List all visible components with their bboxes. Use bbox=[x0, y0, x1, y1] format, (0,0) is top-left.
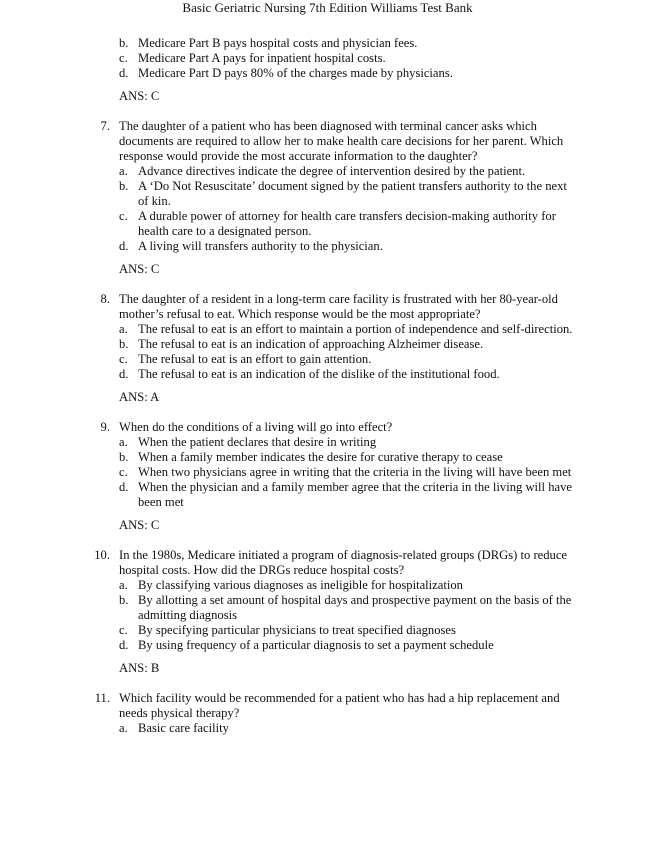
question-number: 8. bbox=[100, 292, 110, 306]
question-text: Which facility would be recommended for a patient who has had a hip replacement and needs physical therapy? bbox=[119, 691, 560, 720]
question-9 bbox=[0, 420, 655, 533]
option-text: A living will transfers authority to the physician. bbox=[138, 239, 383, 253]
option-letter: d. bbox=[119, 638, 129, 652]
option-d bbox=[0, 367, 578, 382]
answer-key: ANS: C bbox=[119, 262, 160, 276]
option-letter: b. bbox=[119, 36, 129, 50]
option-text: By allotting a set amount of hospital days and prospective payment on the basis of the admitting diagnosis bbox=[138, 593, 572, 622]
question-text: When do the conditions of a living will go into effect? bbox=[119, 420, 393, 434]
option-text: A durable power of attorney for health care transfers decision-making authority for health care to a designated person. bbox=[138, 209, 556, 238]
question-stem bbox=[0, 548, 584, 578]
option-text: By using frequency of a particular diagnosis to set a payment schedule bbox=[138, 638, 494, 652]
option-text: Medicare Part B pays hospital costs and physician fees. bbox=[138, 36, 418, 50]
option-letter: c. bbox=[119, 623, 128, 637]
question-7 bbox=[0, 119, 655, 277]
answer-key: ANS: B bbox=[119, 661, 160, 675]
option-text: Medicare Part A pays for inpatient hospital costs. bbox=[138, 51, 386, 65]
question-11 bbox=[0, 691, 655, 736]
option-letter: c. bbox=[119, 352, 128, 366]
option-a bbox=[0, 578, 578, 593]
option-text: When a family member indicates the desire for curative therapy to cease bbox=[138, 450, 503, 464]
option-letter: c. bbox=[119, 465, 128, 479]
option-d bbox=[0, 480, 578, 510]
option-letter: a. bbox=[119, 164, 128, 178]
option-letter: d. bbox=[119, 239, 129, 253]
option-a bbox=[0, 322, 578, 337]
option-c bbox=[0, 51, 578, 66]
option-text: By classifying various diagnoses as ineligible for hospitalization bbox=[138, 578, 463, 592]
option-letter: a. bbox=[119, 721, 128, 735]
option-letter: a. bbox=[119, 578, 128, 592]
option-d bbox=[0, 638, 578, 653]
question-number: 10. bbox=[94, 548, 110, 562]
question-10 bbox=[0, 548, 655, 676]
option-text: Advance directives indicate the degree of intervention desired by the patient. bbox=[138, 164, 526, 178]
answer-key: ANS: A bbox=[119, 390, 160, 404]
option-a bbox=[0, 164, 578, 179]
option-a bbox=[0, 721, 578, 736]
question-stem bbox=[0, 420, 584, 435]
question-stem bbox=[0, 691, 584, 721]
question-8 bbox=[0, 292, 655, 405]
option-b bbox=[0, 36, 578, 51]
option-letter: d. bbox=[119, 66, 129, 80]
option-text: The refusal to eat is an effort to maintain a portion of independence and self-direction. bbox=[138, 322, 573, 336]
option-text: Medicare Part D pays 80% of the charges made by physicians. bbox=[138, 66, 453, 80]
question-number: 7. bbox=[100, 119, 110, 133]
question-stem bbox=[0, 119, 584, 164]
option-text: The refusal to eat is an effort to gain attention. bbox=[138, 352, 372, 366]
answer-key: ANS: C bbox=[119, 518, 160, 532]
option-text: The refusal to eat is an indication of the dislike of the institutional food. bbox=[138, 367, 500, 381]
option-letter: b. bbox=[119, 450, 129, 464]
option-d bbox=[0, 239, 578, 254]
option-text: When the physician and a family member agree that the criteria in the living will have been met bbox=[138, 480, 572, 509]
option-b bbox=[0, 450, 578, 465]
option-b bbox=[0, 593, 578, 623]
question-text: The daughter of a patient who has been diagnosed with terminal cancer asks which documents are required to allow her to make health care decisions for her parent. Which response would provide the most accurate information to the daughter? bbox=[119, 119, 564, 163]
option-c bbox=[0, 352, 578, 367]
option-a bbox=[0, 435, 578, 450]
option-text: The refusal to eat is an indication of approaching Alzheimer disease. bbox=[138, 337, 484, 351]
option-text: By specifying particular physicians to treat specified diagnoses bbox=[138, 623, 456, 637]
option-letter: b. bbox=[119, 179, 129, 193]
question-number: 9. bbox=[100, 420, 110, 434]
question-text: The daughter of a resident in a long-term care facility is frustrated with her 80-year-old mother’s refusal to eat. Which response would be the most appropriate? bbox=[119, 292, 558, 321]
question-number: 11. bbox=[94, 691, 110, 705]
page-header: Basic Geriatric Nursing 7th Edition Williams Test Bank bbox=[182, 0, 473, 15]
option-c bbox=[0, 623, 578, 638]
option-letter: b. bbox=[119, 593, 129, 607]
option-text: When the patient declares that desire in writing bbox=[138, 435, 377, 449]
option-letter: c. bbox=[119, 209, 128, 223]
option-letter: b. bbox=[119, 337, 129, 351]
continued-question bbox=[0, 36, 655, 104]
option-c bbox=[0, 465, 578, 480]
option-c bbox=[0, 209, 578, 239]
option-text: Basic care facility bbox=[138, 721, 229, 735]
option-text: When two physicians agree in writing that the criteria in the living will have been met bbox=[138, 465, 572, 479]
option-text: A ‘Do Not Resuscitate’ document signed by the patient transfers authority to the next of kin. bbox=[138, 179, 567, 208]
question-text: In the 1980s, Medicare initiated a program of diagnosis-related groups (DRGs) to reduce hospital costs. How did the DRGs reduce hospital costs? bbox=[119, 548, 567, 577]
option-b bbox=[0, 179, 578, 209]
option-letter: d. bbox=[119, 480, 129, 494]
answer-key: ANS: C bbox=[119, 89, 160, 103]
option-letter: a. bbox=[119, 435, 128, 449]
option-d bbox=[0, 66, 578, 81]
option-b bbox=[0, 337, 578, 352]
question-stem bbox=[0, 292, 584, 322]
option-letter: c. bbox=[119, 51, 128, 65]
document-body bbox=[0, 36, 655, 736]
option-letter: a. bbox=[119, 322, 128, 336]
option-letter: d. bbox=[119, 367, 129, 381]
